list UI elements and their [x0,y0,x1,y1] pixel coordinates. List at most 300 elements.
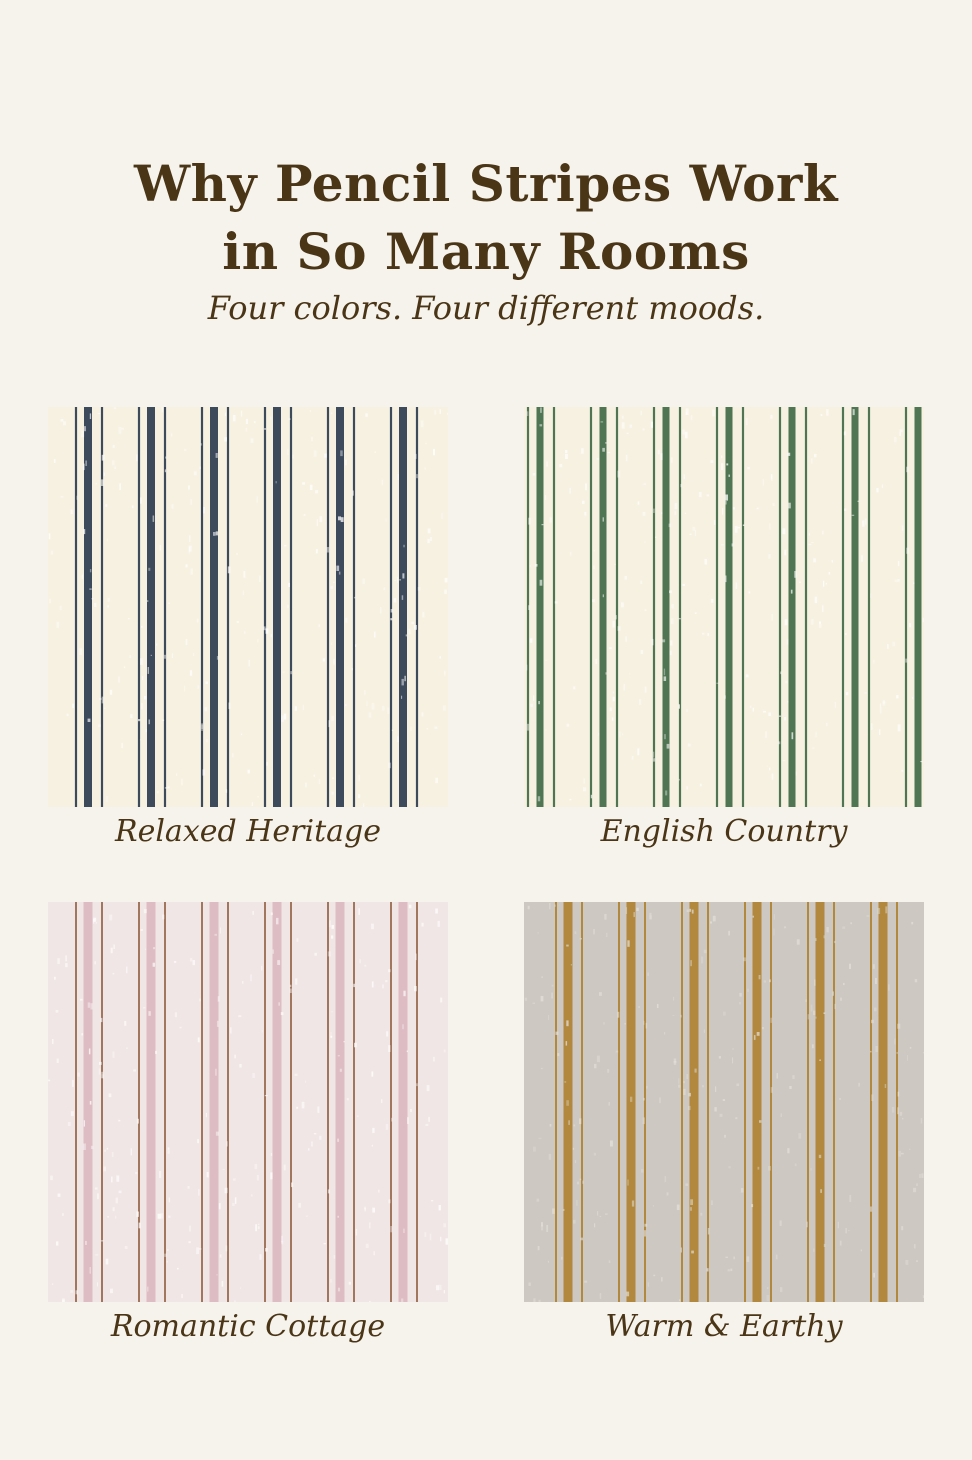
texture-mark [444,671,445,676]
texture-mark [54,459,56,463]
texture-mark [910,1047,912,1049]
texture-mark [915,979,918,982]
texture-mark [686,786,688,787]
texture-mark [372,1145,373,1147]
texture-mark [527,724,529,731]
texture-mark [594,1223,595,1227]
texture-mark [339,572,341,575]
texture-mark [365,965,367,967]
texture-mark [176,773,177,776]
texture-mark [606,933,607,937]
texture-mark [225,1246,227,1252]
texture-mark [265,1095,268,1096]
texture-mark [771,475,773,481]
texture-mark [341,517,344,522]
texture-mark [270,417,272,420]
texture-mark [312,437,313,442]
texture-mark [439,1205,441,1210]
texture-mark [151,655,152,656]
texture-mark [206,1113,207,1117]
texture-mark [259,576,260,582]
thick-stripe [399,902,408,1302]
texture-mark [314,451,317,457]
texture-mark [530,704,533,707]
texture-mark [674,1059,677,1065]
texture-mark [241,734,242,735]
swatch-background [48,902,448,1302]
texture-mark [347,1098,349,1100]
texture-mark [156,643,157,645]
texture-mark [646,1086,647,1089]
texture-mark [446,1238,449,1244]
texture-mark [198,1189,200,1196]
texture-mark [914,1244,916,1248]
texture-mark [526,665,527,671]
texture-mark [349,1282,351,1285]
texture-mark [381,1099,382,1103]
texture-mark [181,779,183,786]
texture-mark [690,960,692,966]
texture-mark [136,454,138,461]
texture-mark [583,778,585,783]
texture-mark [188,1241,190,1243]
texture-mark [217,1274,218,1275]
texture-mark [324,1243,327,1244]
texture-mark [649,913,651,916]
texture-mark [705,559,708,565]
texture-mark [865,519,867,525]
texture-mark [216,1132,219,1136]
thin-stripe [807,902,809,1302]
texture-mark [593,565,595,569]
thin-stripe [75,902,77,1302]
texture-mark [689,909,691,912]
texture-mark [683,584,686,586]
texture-mark [168,1216,170,1218]
texture-mark [759,1120,761,1123]
texture-mark [394,580,396,581]
texture-mark [71,1111,74,1116]
texture-mark [720,1114,723,1117]
texture-mark [353,984,355,987]
texture-mark [197,686,199,689]
texture-mark [336,566,339,571]
swatch-background [524,407,924,807]
texture-mark [840,1241,842,1246]
texture-mark [747,467,750,469]
texture-mark [846,692,849,695]
texture-mark [710,922,712,924]
texture-mark [724,1135,726,1138]
texture-mark [555,1032,558,1035]
texture-mark [356,1229,358,1236]
texture-mark [255,1164,258,1169]
texture-mark [153,516,155,522]
texture-mark [239,1064,241,1068]
texture-mark [440,998,442,1003]
texture-mark [430,537,432,541]
texture-mark [812,1044,814,1048]
texture-mark [815,938,816,941]
texture-mark [570,552,572,556]
texture-mark [702,633,704,635]
texture-mark [106,1259,109,1265]
texture-mark [81,1033,83,1035]
texture-mark [895,580,898,582]
texture-mark [573,686,575,689]
texture-mark [305,783,306,788]
texture-mark [113,445,115,448]
texture-mark [875,1046,877,1052]
texture-mark [739,993,741,997]
thin-stripe [870,902,872,1302]
swatch-card-warm-earthy [524,902,924,1346]
texture-mark [707,633,709,636]
texture-mark [732,543,734,546]
texture-mark [645,609,647,611]
texture-mark [573,1148,574,1150]
texture-mark [444,1290,445,1293]
texture-mark [101,479,104,486]
texture-mark [98,413,101,414]
texture-mark [627,940,629,947]
texture-mark [105,504,107,507]
texture-mark [528,906,530,910]
texture-mark [769,979,771,982]
texture-mark [753,916,754,918]
texture-mark [433,449,435,455]
texture-mark [115,466,116,469]
texture-mark [540,407,542,413]
texture-mark [165,787,168,789]
texture-mark [78,1073,80,1077]
texture-mark [407,1117,409,1124]
texture-mark [147,600,148,602]
texture-mark [901,1226,903,1230]
texture-mark [733,1257,735,1260]
texture-mark [57,1059,59,1063]
texture-mark [687,909,689,912]
texture-mark [690,1199,693,1205]
texture-mark [677,1205,680,1211]
texture-mark [436,1285,439,1290]
texture-mark [704,950,707,954]
texture-mark [667,744,670,749]
thin-stripe [227,407,229,807]
texture-mark [721,455,722,458]
texture-mark [538,796,540,801]
texture-mark [568,1120,570,1125]
texture-mark [846,1228,847,1233]
texture-mark [65,963,67,967]
texture-mark [871,1094,873,1101]
texture-mark [199,1248,202,1250]
texture-mark [716,683,719,684]
texture-mark [566,1100,569,1106]
texture-mark [382,985,383,989]
thin-stripe [290,407,292,807]
texture-mark [692,910,694,914]
thin-stripe [779,407,781,807]
texture-mark [215,1069,216,1076]
texture-mark [104,708,106,709]
texture-mark [96,922,97,923]
texture-mark [148,568,150,571]
texture-mark [602,448,605,452]
texture-mark [143,1007,145,1008]
texture-mark [319,1136,321,1140]
texture-mark [88,1002,91,1007]
texture-mark [664,669,665,676]
texture-mark [637,748,639,755]
thin-stripe [201,407,203,807]
texture-mark [673,1015,675,1016]
texture-mark [236,553,238,555]
texture-mark [433,1057,435,1062]
texture-mark [424,467,426,469]
texture-mark [575,931,577,934]
texture-mark [141,626,143,628]
texture-mark [84,426,86,431]
texture-mark [388,763,391,769]
texture-mark [533,696,534,701]
texture-mark [418,587,421,591]
texture-mark [354,1043,357,1048]
texture-mark [682,430,685,435]
texture-mark [402,595,404,600]
texture-mark [832,560,833,563]
texture-mark [574,1125,576,1127]
texture-mark [573,1220,576,1224]
texture-mark [541,1225,543,1231]
texture-mark [443,706,446,711]
texture-mark [110,1289,113,1293]
texture-mark [271,634,272,637]
texture-mark [219,1203,221,1209]
thin-stripe [290,902,292,1302]
texture-mark [708,1228,710,1235]
texture-mark [56,1010,59,1013]
texture-mark [630,425,633,428]
texture-mark [394,598,397,602]
texture-mark [328,951,331,956]
texture-mark [764,980,766,982]
texture-mark [593,929,595,934]
texture-mark [749,592,751,594]
texture-mark [242,981,243,984]
texture-mark [896,1052,898,1054]
texture-mark [603,1022,604,1024]
texture-mark [813,558,816,562]
texture-mark [686,788,688,790]
texture-mark [685,432,688,439]
texture-mark [685,513,686,514]
texture-mark [235,1197,237,1204]
texture-mark [607,452,610,453]
texture-mark [240,1288,241,1289]
texture-mark [106,796,107,802]
texture-mark [796,771,797,775]
texture-mark [292,455,294,459]
texture-mark [358,908,360,915]
texture-mark [815,732,816,737]
texture-mark [388,1045,390,1052]
texture-mark [819,1155,821,1158]
texture-mark [784,717,786,720]
texture-mark [97,1282,98,1286]
texture-mark [649,915,652,919]
texture-mark [569,799,571,800]
texture-mark [679,1299,680,1301]
texture-mark [172,504,174,508]
texture-mark [778,741,780,744]
texture-mark [575,1160,576,1163]
texture-mark [311,1141,313,1146]
texture-mark [561,1257,562,1260]
thin-stripe [833,902,835,1302]
texture-mark [684,1081,685,1083]
texture-mark [622,733,623,735]
texture-mark [427,1085,430,1091]
texture-mark [397,736,399,742]
texture-mark [201,725,203,731]
texture-mark [788,453,791,456]
texture-mark [686,709,688,712]
texture-mark [554,905,555,907]
texture-mark [569,488,571,494]
texture-mark [535,564,538,567]
texture-mark [679,704,681,708]
texture-mark [60,606,62,610]
texture-mark [584,1281,587,1283]
texture-mark [594,1153,596,1156]
texture-mark [691,415,693,420]
texture-mark [136,1212,139,1217]
texture-mark [363,804,364,808]
thin-stripe [353,407,355,807]
texture-mark [281,715,284,721]
texture-mark [320,516,323,522]
texture-mark [315,953,317,956]
texture-mark [63,421,66,425]
texture-mark [665,1176,667,1182]
texture-mark [401,696,402,699]
texture-mark [811,542,813,543]
texture-mark [386,1124,389,1130]
texture-mark [148,667,149,674]
texture-mark [372,1128,374,1133]
texture-mark [894,437,897,442]
texture-mark [892,1107,894,1113]
texture-mark [62,1213,64,1216]
texture-mark [295,978,297,984]
texture-mark [203,769,205,775]
texture-mark [119,1191,122,1194]
texture-mark [255,1224,257,1231]
texture-mark [772,774,774,780]
texture-mark [434,410,436,414]
thin-stripe [581,902,583,1302]
texture-mark [768,1166,771,1171]
texture-mark [644,484,646,485]
texture-mark [165,469,166,472]
texture-mark [839,1098,841,1100]
texture-mark [54,977,56,980]
texture-mark [115,1216,116,1219]
texture-mark [215,934,218,936]
texture-mark [873,1273,875,1278]
texture-mark [852,515,855,516]
texture-mark [119,427,122,434]
texture-mark [770,1018,772,1023]
texture-mark [232,1203,235,1206]
texture-mark [609,647,612,649]
texture-mark [49,599,51,604]
thick-stripe [273,902,282,1302]
texture-mark [333,659,335,665]
texture-mark [85,1241,87,1245]
texture-mark [400,579,401,581]
thin-stripe [716,407,718,807]
texture-mark [750,706,751,708]
texture-mark [99,1068,101,1074]
thin-stripe [416,902,418,1302]
texture-mark [72,704,74,708]
texture-mark [599,992,602,996]
texture-mark [302,1102,305,1109]
texture-mark [414,986,417,991]
texture-mark [199,467,201,470]
texture-mark [137,1119,139,1124]
stripe-pattern-warm-earthy [524,902,924,1302]
texture-mark [601,421,604,422]
texture-mark [653,509,654,513]
texture-mark [711,599,713,603]
texture-mark [583,787,586,791]
texture-mark [397,577,398,583]
texture-mark [71,510,73,514]
texture-mark [525,998,528,1001]
swatch-card-english-country [524,407,924,851]
texture-mark [95,483,97,484]
texture-mark [329,920,331,927]
texture-mark [272,950,274,954]
texture-mark [643,1117,645,1124]
texture-mark [238,1015,241,1017]
texture-mark [566,1020,568,1026]
texture-mark [657,1004,659,1008]
texture-mark [164,1254,167,1257]
thick-stripe [753,902,762,1302]
texture-mark [205,707,208,711]
texture-mark [898,724,901,731]
texture-mark [688,744,691,747]
texture-mark [99,1062,102,1065]
texture-mark [722,508,723,515]
texture-mark [295,706,297,710]
texture-mark [97,1193,98,1199]
texture-mark [244,571,246,578]
texture-mark [858,1083,860,1087]
texture-mark [295,1074,298,1076]
texture-mark [233,415,236,422]
texture-mark [257,1175,259,1181]
texture-mark [795,1163,797,1166]
texture-mark [797,939,800,945]
texture-mark [781,1114,782,1118]
texture-mark [425,1232,427,1237]
texture-mark [284,545,286,547]
